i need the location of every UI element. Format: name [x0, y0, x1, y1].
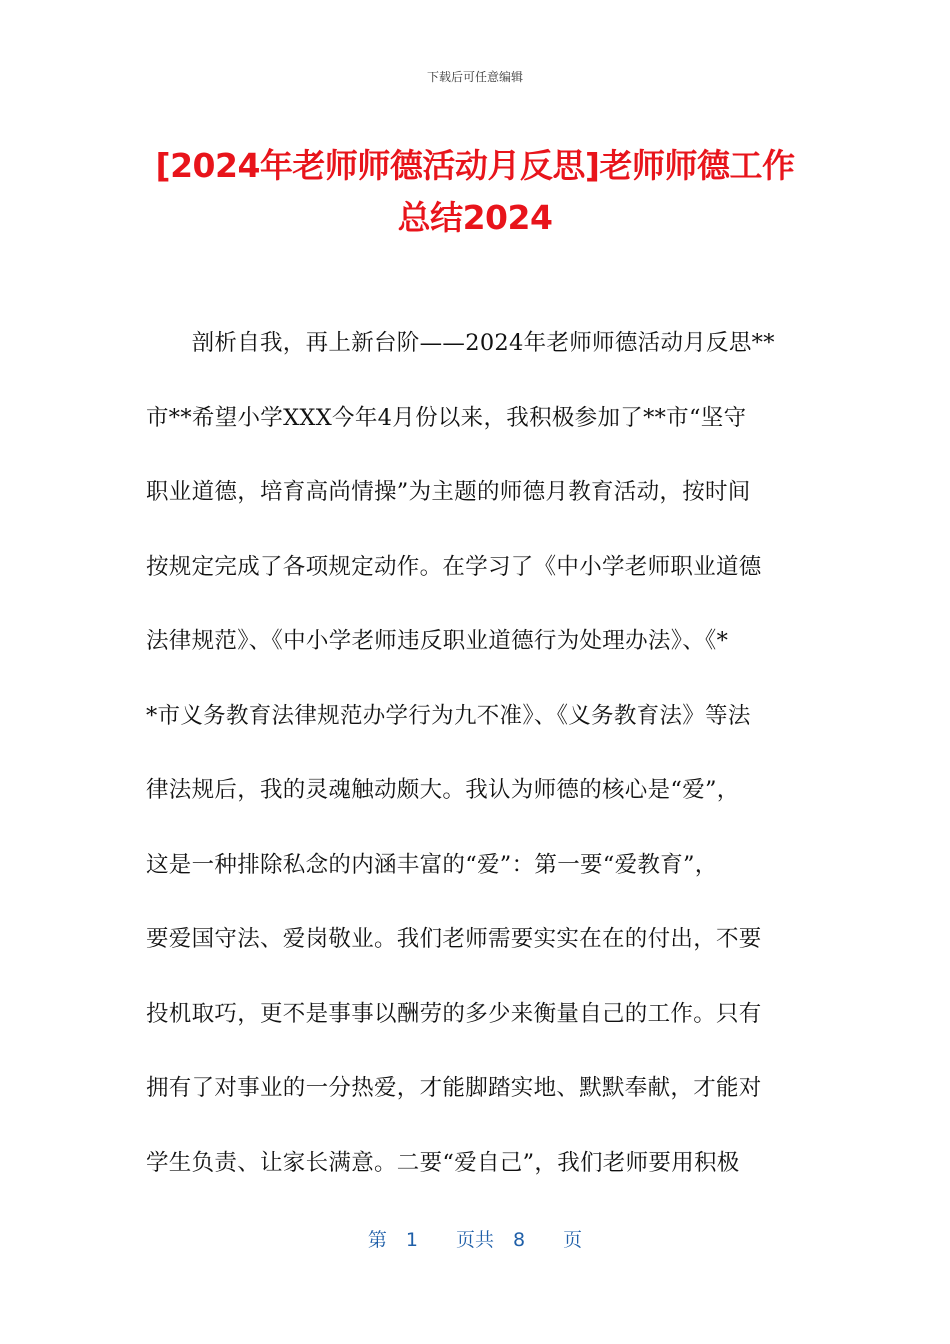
title-line-1: [2024年老师师德活动月反思]老师师德工作	[155, 146, 795, 185]
document-title	[120, 140, 830, 244]
body-line: 按规定完成了各项规定动作。在学习了《中小学老师职业道德	[146, 553, 762, 580]
header-note: 下载后可任意编辑	[426, 70, 523, 84]
body-line: 职业道德，培育高尚情操”为主题的师德月教育活动，按时间	[146, 479, 751, 505]
body-line: 学生负责、让家长满意。二要“爱自己”，我们老师要用积极	[146, 1149, 740, 1176]
body-line: *市义务教育法律规范办学行为九不准》、《义务教育法》等法	[146, 702, 751, 729]
body-line: 法律规范》、《中小学老师违反职业道德行为处理办法》、《*	[146, 628, 729, 654]
body-line: 市**希望小学XXX今年4月份以来，我积极参加了**市“坚守	[146, 404, 747, 431]
body-line: 律法规后，我的灵魂触动颇大。我认为师德的核心是“爱”，	[146, 777, 740, 803]
body-line: 这是一种排除私念的内涵丰富的“爱”：第一要“爱教育”，	[146, 851, 718, 878]
body-line: 剖析自我，再上新台阶——2024年老师师德活动月反思**	[146, 330, 775, 356]
page-footer: 第 1 页共 8 页	[367, 1229, 583, 1251]
body-line: 要爱国守法、爱岗敬业。我们老师需要实实在在的付出，不要	[146, 926, 762, 952]
title-line-2: 总结2024	[397, 198, 553, 237]
body-line: 拥有了对事业的一分热爱，才能脚踏实地、默默奉献，才能对	[146, 1075, 762, 1101]
body-line: 投机取巧，更不是事事以酬劳的多少来衡量自己的工作。只有	[146, 1000, 762, 1027]
body-text	[146, 318, 806, 1212]
